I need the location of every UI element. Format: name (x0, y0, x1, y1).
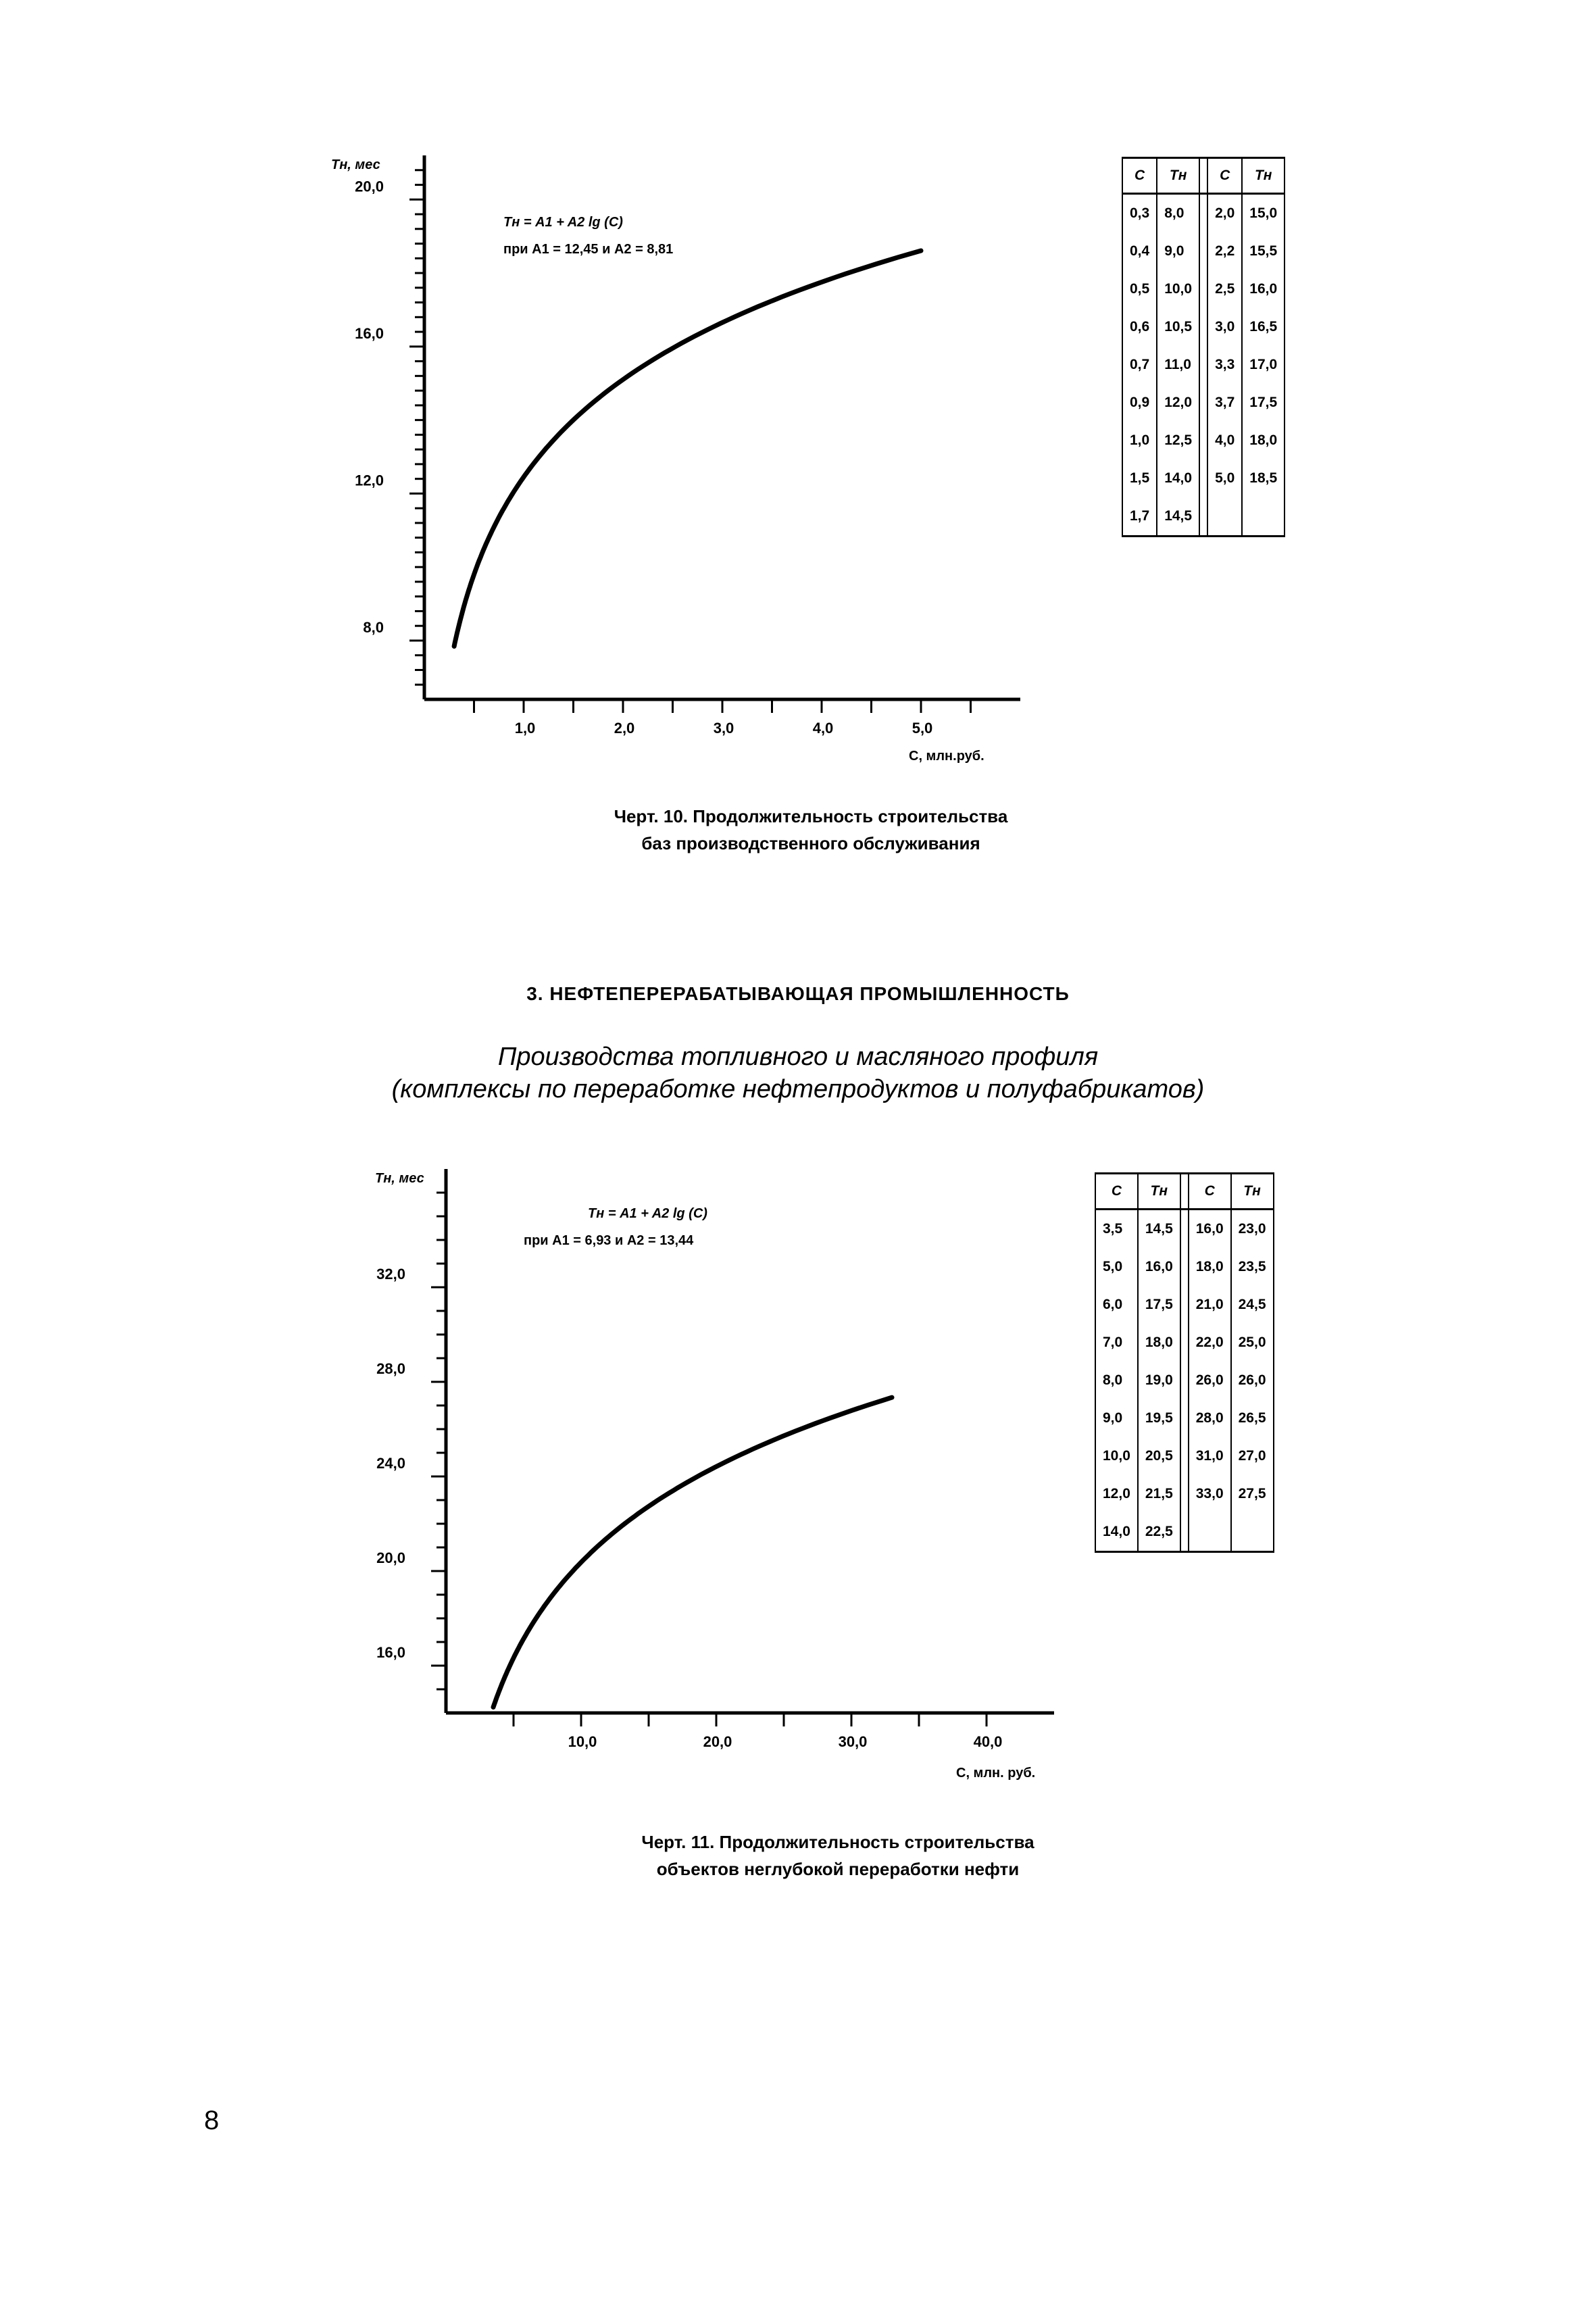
table-cell: 2,0 (1207, 194, 1242, 233)
table-row (1095, 1324, 1274, 1362)
y-tick-label: 28,0 (376, 1360, 405, 1377)
page-number: 8 (204, 2106, 220, 2135)
table-cell: 18,0 (1242, 422, 1285, 459)
table-cell: 14,0 (1157, 459, 1199, 497)
table-cell: 0,6 (1122, 308, 1157, 346)
table-row (1095, 1248, 1274, 1286)
table-row (1122, 459, 1285, 497)
table-row (1095, 1210, 1274, 1249)
table-cell: 14,5 (1138, 1210, 1180, 1249)
table-cell: 21,0 (1189, 1286, 1231, 1324)
table-row (1122, 232, 1285, 270)
chart-11-caption (500, 1828, 1176, 1883)
chart-11-caption-line1: Черт. 11. Продолжительность строительства (641, 1832, 1034, 1852)
formula-params: при A1 = 12,45 и A2 = 8,81 (503, 242, 674, 257)
table-gap (1199, 158, 1207, 194)
table-header-row (1122, 158, 1285, 194)
table-cell: 21,5 (1138, 1475, 1180, 1513)
table-cell: 10,0 (1157, 270, 1199, 308)
table-cell: 27,5 (1231, 1475, 1274, 1513)
y-tick-label: 16,0 (376, 1644, 405, 1661)
table-header-cell: C (1207, 158, 1242, 194)
table-gap (1180, 1174, 1189, 1210)
table-cell: 23,5 (1231, 1248, 1274, 1286)
chart-10-caption-line1: Черт. 10. Продолжительность строительства (614, 806, 1008, 826)
table-gap (1180, 1248, 1189, 1286)
formula: Tн = A1 + A2 lg (C) (503, 215, 623, 230)
table-cell: 16,5 (1242, 308, 1285, 346)
table-cell: 0,7 (1122, 346, 1157, 384)
section-title: 3. НЕФТЕПЕРЕРАБАТЫВАЮЩАЯ ПРОМЫШЛЕННОСТЬ (526, 983, 1070, 1004)
table-cell: 0,5 (1122, 270, 1157, 308)
table-cell: 14,5 (1157, 497, 1199, 537)
table-gap (1180, 1362, 1189, 1399)
table-cell: 10,0 (1095, 1437, 1138, 1475)
table-header-cell: C (1095, 1174, 1138, 1210)
table-header-cell: Tн (1231, 1174, 1274, 1210)
table-gap (1199, 270, 1207, 308)
table-cell: 17,5 (1242, 384, 1285, 422)
x-tick-label: 2,0 (614, 720, 635, 737)
table-cell: 18,0 (1189, 1248, 1231, 1286)
x-axis-label: С, млн. руб. (956, 1766, 1036, 1781)
table-cell: 9,0 (1095, 1399, 1138, 1437)
y-axis-label: Tн, мес (331, 157, 380, 172)
table-cell: 15,0 (1242, 194, 1285, 233)
table-cell: 9,0 (1157, 232, 1199, 270)
table-cell: 14,0 (1095, 1513, 1138, 1552)
table-row (1122, 497, 1285, 537)
table-cell: 4,0 (1207, 422, 1242, 459)
table-cell: 31,0 (1189, 1437, 1231, 1475)
table-cell: 0,3 (1122, 194, 1157, 233)
table-gap (1180, 1286, 1189, 1324)
table-gap (1180, 1513, 1189, 1552)
table-cell: 5,0 (1095, 1248, 1138, 1286)
table-cell: 26,0 (1189, 1362, 1231, 1399)
table-cell (1231, 1513, 1274, 1552)
table-cell: 1,7 (1122, 497, 1157, 537)
x-tick-label: 40,0 (973, 1733, 1003, 1750)
table-header-cell: C (1122, 158, 1157, 194)
x-tick-label: 1,0 (514, 720, 536, 737)
table-gap (1199, 346, 1207, 384)
chart-11-caption-line2: объектов неглубокой переработки нефти (656, 1859, 1020, 1879)
table-gap (1199, 308, 1207, 346)
table-cell: 11,0 (1157, 346, 1199, 384)
formula-params: при A1 = 6,93 и A2 = 13,44 (524, 1233, 694, 1248)
table-cell: 8,0 (1095, 1362, 1138, 1399)
table-gap (1180, 1437, 1189, 1475)
table-cell: 3,5 (1095, 1210, 1138, 1249)
table-cell: 16,0 (1242, 270, 1285, 308)
table-cell: 5,0 (1207, 459, 1242, 497)
table-header-cell: C (1189, 1174, 1231, 1210)
table-cell: 8,0 (1157, 194, 1199, 233)
table-row (1095, 1362, 1274, 1399)
table-header-cell: Tн (1242, 158, 1285, 194)
table-header-cell: Tн (1157, 158, 1199, 194)
table-cell: 17,0 (1242, 346, 1285, 384)
table-gap (1180, 1324, 1189, 1362)
table-header-cell: Tн (1138, 1174, 1180, 1210)
table-header-row (1095, 1174, 1274, 1210)
table-gap (1180, 1399, 1189, 1437)
table-cell: 15,5 (1242, 232, 1285, 270)
table-row (1122, 194, 1285, 233)
table-cell: 19,0 (1138, 1362, 1180, 1399)
table-cell: 3,7 (1207, 384, 1242, 422)
table-cell: 6,0 (1095, 1286, 1138, 1324)
table-cell: 2,2 (1207, 232, 1242, 270)
chart-construction-duration-oil-refining (0, 1115, 1596, 1824)
table-cell: 16,0 (1138, 1248, 1180, 1286)
table-gap (1180, 1475, 1189, 1513)
table-gap (1199, 497, 1207, 537)
table-cell (1207, 497, 1242, 537)
table-cell: 12,5 (1157, 422, 1199, 459)
table-row (1122, 308, 1285, 346)
table-cell: 28,0 (1189, 1399, 1231, 1437)
table-row (1095, 1286, 1274, 1324)
y-tick-label: 16,0 (355, 324, 384, 342)
table-cell: 12,0 (1095, 1475, 1138, 1513)
x-axis-label: С, млн.руб. (909, 749, 984, 764)
chart-construction-duration-bases (0, 0, 1596, 811)
y-tick-label: 32,0 (376, 1266, 405, 1283)
table-row (1122, 346, 1285, 384)
table-cell: 24,5 (1231, 1286, 1274, 1324)
y-tick-label: 24,0 (376, 1455, 405, 1472)
table-row (1122, 384, 1285, 422)
table-cell: 18,0 (1138, 1324, 1180, 1362)
table-cell: 3,3 (1207, 346, 1242, 384)
table-cell: 1,0 (1122, 422, 1157, 459)
table-gap (1199, 422, 1207, 459)
table-cell: 26,0 (1231, 1362, 1274, 1399)
table-cell: 17,5 (1138, 1286, 1180, 1324)
y-axis-label: Tн, мес (375, 1171, 424, 1186)
section-subtitle-line2: (комплексы по переработке нефтепродуктов и полуфабрикатов) (391, 1075, 1205, 1103)
table-cell: 2,5 (1207, 270, 1242, 308)
table-cell: 19,5 (1138, 1399, 1180, 1437)
x-tick-label: 20,0 (703, 1733, 732, 1750)
chart-10-caption (473, 803, 1149, 857)
y-tick-label: 20,0 (376, 1549, 405, 1566)
table-gap (1199, 459, 1207, 497)
table-row (1095, 1475, 1274, 1513)
formula: Tн = A1 + A2 lg (C) (588, 1206, 707, 1221)
x-tick-label: 5,0 (912, 720, 933, 737)
table-cell: 20,5 (1138, 1437, 1180, 1475)
section-subtitle-line1: Производства топливного и масляного профиля (497, 1043, 1099, 1071)
table-cell: 26,5 (1231, 1399, 1274, 1437)
table-cell: 25,0 (1231, 1324, 1274, 1362)
table-row (1122, 422, 1285, 459)
table-cell: 1,5 (1122, 459, 1157, 497)
table-row (1095, 1399, 1274, 1437)
x-tick-label: 10,0 (568, 1733, 597, 1750)
x-tick-label: 30,0 (838, 1733, 868, 1750)
table-cell: 33,0 (1189, 1475, 1231, 1513)
table-row (1122, 270, 1285, 308)
y-tick-label: 8,0 (363, 618, 384, 636)
table-cell: 18,5 (1242, 459, 1285, 497)
table-cell: 3,0 (1207, 308, 1242, 346)
y-tick-label: 20,0 (355, 178, 384, 195)
table-gap (1199, 384, 1207, 422)
y-tick-label: 12,0 (355, 472, 384, 489)
table-row (1095, 1437, 1274, 1475)
table-cell: 22,0 (1189, 1324, 1231, 1362)
table-cell: 0,4 (1122, 232, 1157, 270)
table-gap (1180, 1210, 1189, 1249)
table-cell: 16,0 (1189, 1210, 1231, 1249)
curve-line (493, 1397, 892, 1707)
chart-10-caption-line2: баз производственного обслуживания (641, 833, 980, 853)
table-cell: 27,0 (1231, 1437, 1274, 1475)
table-cell: 7,0 (1095, 1324, 1138, 1362)
x-tick-label: 3,0 (713, 720, 734, 737)
values-table-chart-11 (1095, 1172, 1274, 1553)
table-cell: 12,0 (1157, 384, 1199, 422)
table-cell (1189, 1513, 1231, 1552)
x-tick-label: 4,0 (812, 720, 834, 737)
table-cell: 10,5 (1157, 308, 1199, 346)
table-cell: 22,5 (1138, 1513, 1180, 1552)
table-gap (1199, 194, 1207, 233)
table-cell: 23,0 (1231, 1210, 1274, 1249)
table-cell (1242, 497, 1285, 537)
table-gap (1199, 232, 1207, 270)
table-cell: 0,9 (1122, 384, 1157, 422)
table-row (1095, 1513, 1274, 1552)
values-table-chart-10 (1122, 157, 1285, 537)
section-subtitle (0, 1041, 1596, 1105)
curve-line (454, 251, 921, 647)
